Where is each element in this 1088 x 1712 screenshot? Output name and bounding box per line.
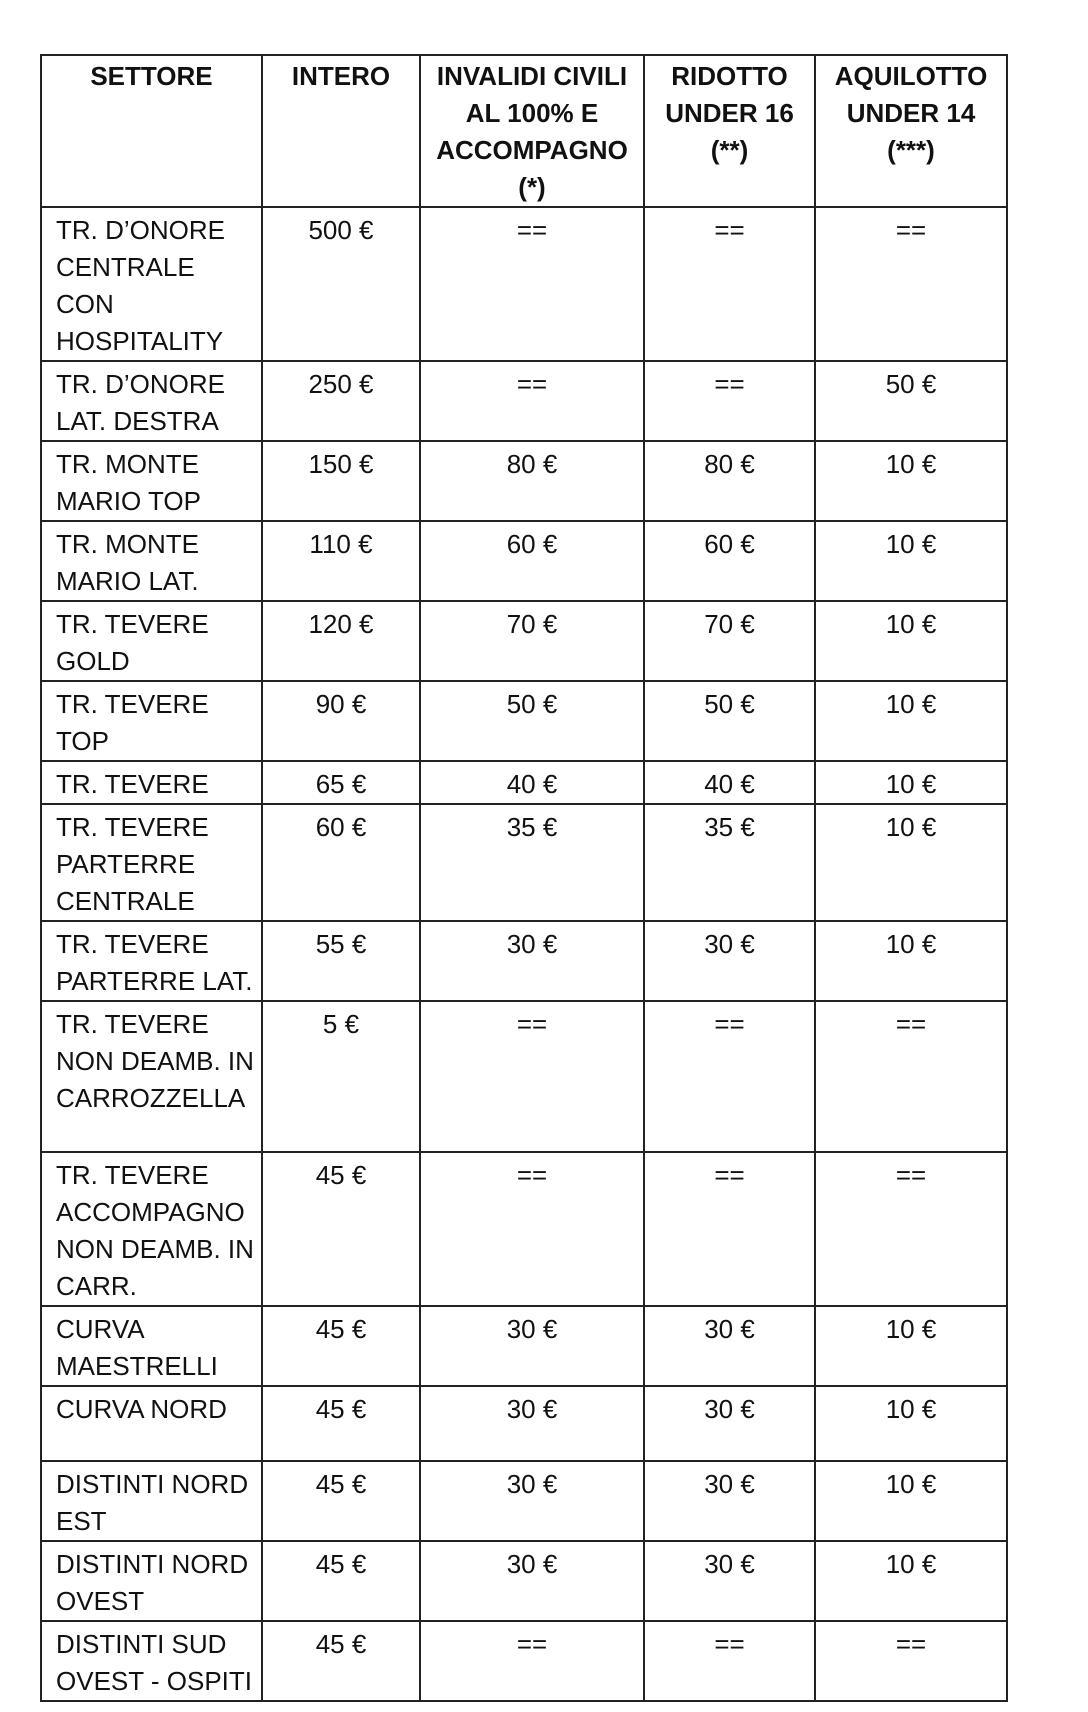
table-row xyxy=(41,207,1007,361)
ridotto-cell: 30 € xyxy=(644,1541,815,1621)
intero-cell: 250 € xyxy=(262,361,420,441)
table-row xyxy=(41,441,1007,521)
aquilotto-cell: == xyxy=(815,1621,1007,1701)
sector-cell: TR. TEVERE xyxy=(41,761,262,804)
intero-cell: 45 € xyxy=(262,1152,420,1306)
aquilotto-cell: 50 € xyxy=(815,361,1007,441)
aquilotto-cell: 10 € xyxy=(815,761,1007,804)
invalidi-cell: 30 € xyxy=(420,1386,644,1461)
sector-cell: TR. TEVERE ACCOMPAGNO NON DEAMB. IN CARR. xyxy=(41,1152,262,1306)
aquilotto-cell: 10 € xyxy=(815,601,1007,681)
ridotto-cell: == xyxy=(644,361,815,441)
ridotto-cell: == xyxy=(644,1621,815,1701)
sector-cell: TR. D’ONORE LAT. DESTRA xyxy=(41,361,262,441)
table-row xyxy=(41,1386,1007,1461)
table-row xyxy=(41,1001,1007,1152)
aquilotto-cell: 10 € xyxy=(815,681,1007,761)
aquilotto-cell: 10 € xyxy=(815,521,1007,601)
aquilotto-cell: 10 € xyxy=(815,441,1007,521)
sector-cell: TR. TEVERE TOP xyxy=(41,681,262,761)
invalidi-cell: == xyxy=(420,361,644,441)
sector-cell: TR. TEVERE PARTERRE LAT. xyxy=(41,921,262,1001)
sector-cell: TR. TEVERE NON DEAMB. IN CARROZZELLA xyxy=(41,1001,262,1152)
intero-cell: 65 € xyxy=(262,761,420,804)
ridotto-cell: 30 € xyxy=(644,1306,815,1386)
invalidi-cell: 30 € xyxy=(420,1306,644,1386)
invalidi-cell: 30 € xyxy=(420,1541,644,1621)
ridotto-cell: 30 € xyxy=(644,921,815,1001)
ridotto-cell: == xyxy=(644,207,815,361)
table-row xyxy=(41,761,1007,804)
aquilotto-cell: 10 € xyxy=(815,804,1007,921)
header-row xyxy=(41,55,1007,207)
aquilotto-cell: 10 € xyxy=(815,921,1007,1001)
ridotto-cell: 40 € xyxy=(644,761,815,804)
invalidi-cell: == xyxy=(420,1001,644,1152)
intero-cell: 5 € xyxy=(262,1001,420,1152)
aquilotto-cell: == xyxy=(815,1001,1007,1152)
invalidi-cell: 80 € xyxy=(420,441,644,521)
ridotto-cell: 30 € xyxy=(644,1386,815,1461)
table-body xyxy=(41,207,1007,1701)
header-ridotto: RIDOTTO UNDER 16 (**) xyxy=(644,55,815,207)
table-row xyxy=(41,804,1007,921)
header-intero: INTERO xyxy=(262,55,420,207)
aquilotto-cell: 10 € xyxy=(815,1306,1007,1386)
header-aquilotto: AQUILOTTO UNDER 14 (***) xyxy=(815,55,1007,207)
sector-cell: DISTINTI NORD EST xyxy=(41,1461,262,1541)
invalidi-cell: == xyxy=(420,207,644,361)
invalidi-cell: 50 € xyxy=(420,681,644,761)
table-row xyxy=(41,601,1007,681)
sector-cell: TR. TEVERE PARTERRE CENTRALE xyxy=(41,804,262,921)
table-row xyxy=(41,1621,1007,1701)
table-header xyxy=(41,55,1007,207)
sector-cell: DISTINTI SUD OVEST - OSPITI xyxy=(41,1621,262,1701)
invalidi-cell: 30 € xyxy=(420,1461,644,1541)
table-row xyxy=(41,361,1007,441)
intero-cell: 55 € xyxy=(262,921,420,1001)
invalidi-cell: 70 € xyxy=(420,601,644,681)
ridotto-cell: == xyxy=(644,1001,815,1152)
table-row xyxy=(41,681,1007,761)
ridotto-cell: 50 € xyxy=(644,681,815,761)
intero-cell: 110 € xyxy=(262,521,420,601)
invalidi-cell: 40 € xyxy=(420,761,644,804)
invalidi-cell: 30 € xyxy=(420,921,644,1001)
intero-cell: 120 € xyxy=(262,601,420,681)
table-row xyxy=(41,1306,1007,1386)
sector-cell: CURVA NORD xyxy=(41,1386,262,1461)
intero-cell: 45 € xyxy=(262,1306,420,1386)
aquilotto-cell: == xyxy=(815,1152,1007,1306)
ridotto-cell: == xyxy=(644,1152,815,1306)
intero-cell: 60 € xyxy=(262,804,420,921)
invalidi-cell: == xyxy=(420,1621,644,1701)
table-row xyxy=(41,1541,1007,1621)
header-settore: SETTORE xyxy=(41,55,262,207)
table-row xyxy=(41,1461,1007,1541)
table-row xyxy=(41,1152,1007,1306)
aquilotto-cell: 10 € xyxy=(815,1541,1007,1621)
invalidi-cell: 35 € xyxy=(420,804,644,921)
intero-cell: 45 € xyxy=(262,1541,420,1621)
ridotto-cell: 70 € xyxy=(644,601,815,681)
ridotto-cell: 30 € xyxy=(644,1461,815,1541)
sector-cell: TR. D’ONORE CENTRALE CON HOSPITALITY xyxy=(41,207,262,361)
invalidi-cell: 60 € xyxy=(420,521,644,601)
intero-cell: 45 € xyxy=(262,1461,420,1541)
sector-cell: DISTINTI NORD OVEST xyxy=(41,1541,262,1621)
aquilotto-cell: 10 € xyxy=(815,1461,1007,1541)
intero-cell: 150 € xyxy=(262,441,420,521)
ridotto-cell: 60 € xyxy=(644,521,815,601)
ridotto-cell: 80 € xyxy=(644,441,815,521)
invalidi-cell: == xyxy=(420,1152,644,1306)
table-row xyxy=(41,521,1007,601)
sector-cell: CURVA MAESTRELLI xyxy=(41,1306,262,1386)
table-row xyxy=(41,921,1007,1001)
sector-cell: TR. MONTE MARIO TOP xyxy=(41,441,262,521)
header-invalidi: INVALIDI CIVILI AL 100% E ACCOMPAGNO (*) xyxy=(420,55,644,207)
intero-cell: 90 € xyxy=(262,681,420,761)
intero-cell: 45 € xyxy=(262,1621,420,1701)
aquilotto-cell: == xyxy=(815,207,1007,361)
ridotto-cell: 35 € xyxy=(644,804,815,921)
intero-cell: 500 € xyxy=(262,207,420,361)
ticket-price-table xyxy=(40,54,1008,1702)
sector-cell: TR. MONTE MARIO LAT. xyxy=(41,521,262,601)
intero-cell: 45 € xyxy=(262,1386,420,1461)
sector-cell: TR. TEVERE GOLD xyxy=(41,601,262,681)
aquilotto-cell: 10 € xyxy=(815,1386,1007,1461)
